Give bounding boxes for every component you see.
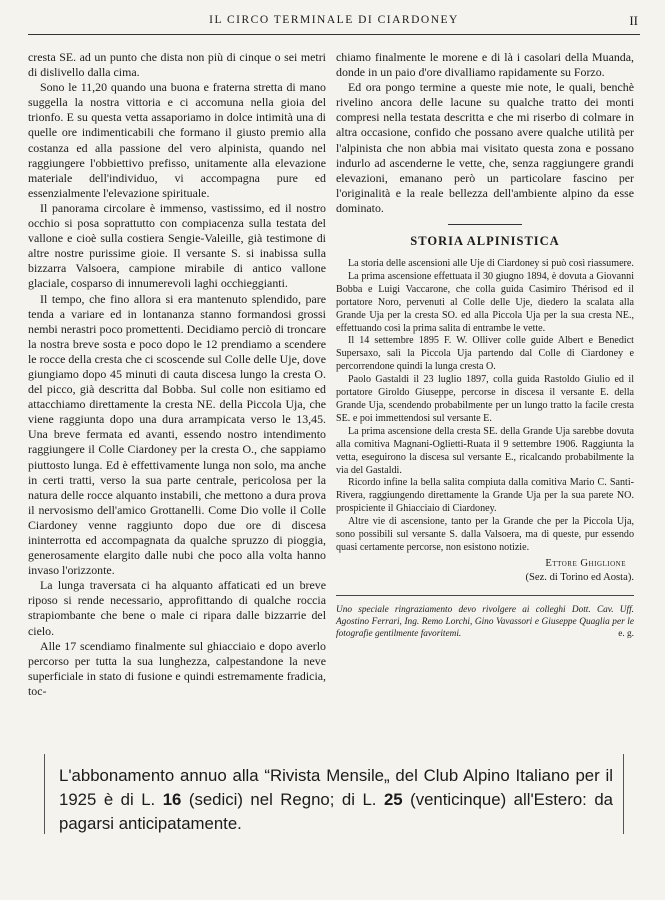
notice-price-kingdom: 16 bbox=[162, 790, 182, 809]
paragraph: Il tempo, che fino allora si era mantenuto splendido, pare tenda a variare ed in lontananza stanno formandosi grossi nembi nerastri poco promettenti. Decidiamo perciò di troncare la nostra breve sosta e poco dopo le 12 prendiamo a scendere le rocce della cresta che ci scoscende sul Colle delle Uje, dove giungiamo dopo 45 minuti di cauta discesa lungo la cresta O. del picco, già descritta dal Bobba. Sul colle non esitiamo ed attacchiamo direttamente la cresta NE. della Piccola Uja, che viene raggiunta dopo una dura arrampicata verso le 13,45. Una breve fermata ed avanti, essendo nostro intendimento raggiungere il Colle Ciardoney per la cresta O., che sappiamo piuttosto lunga. Ed è effettivamente lunga non solo, ma anche in certi tratti, verso la sua parte centrale, pericolosa per la natura delle rocce alquanto instabili, che mettono a dura prova il nervosismo dell'amico Grottanelli. Come Dio volle il Colle Ciardoney venne raggiunto dopo due ore di discesa ininterrotta ed accompagnata da qualche spruzzo di pioggia, generosamente elargito dalle nubi che poco alla volta hanno invaso l'orizzonte. bbox=[28, 291, 326, 578]
history-paragraph: Altre vie di ascensione, tanto per la Grande che per la Piccola Uja, sono possibili sul versante S. dalla Valsoera, ma di queste, pur essendo quasi certamente percorse, non esistono notizie. bbox=[336, 516, 634, 553]
section-title: STORIA ALPINISTICA bbox=[410, 234, 560, 249]
paragraph: Ed ora pongo termine a queste mie note, le quali, benchè rivelino ancora delle lacune su qualche tratto dei monti compresi nella testata descritta e che mi riserbo di colmare in altra occasione, confido che possano avere qualche utilità per l'alpinista che non abbia mai visitato questa zona e possano indurlo ad ascenderne le vette, che, senza raggiungere grandi elevazioni, emanano però un particolare fascino per l'originalità e la reale bellezza dell'ambiente alpino da esse dominato. bbox=[336, 80, 634, 215]
notice-price-abroad: 25 bbox=[383, 790, 403, 809]
author-name: Ettore Ghiglione bbox=[545, 557, 626, 569]
history-paragraph: Ricordo infine la bella salita compiuta dalla comitiva Mario C. Santi-Rivera, raggiungendo direttamente la Grande Uja per la sua parete NO. prospiciente il Ghiacciaio di Ciardoney. bbox=[336, 477, 634, 515]
history-section bbox=[336, 258, 634, 555]
notice-text-part: L'abbonamento annuo alla “Rivista Mensile„ del Club Alpino Italiano per il 1925 è di L. bbox=[59, 766, 613, 809]
acknowledgement-initials: e. g. bbox=[618, 629, 634, 640]
page-number: II bbox=[629, 13, 638, 28]
history-paragraph: La prima ascensione della cresta SE. della Grande Uja sarebbe dovuta alla comitiva Magnani-Oglietti-Ruata il 9 settembre 1906. Raggiunta la vetta, eseguirono la discesa sul versante E., ricalcando probabilmente la via del Gastaldi. bbox=[336, 425, 634, 476]
subscription-notice bbox=[44, 754, 624, 834]
footnote-divider bbox=[336, 595, 634, 596]
paragraph: Alle 17 scendiamo finalmente sul ghiacciaio e dopo averlo percorso per tutta la sua lunghezza, calpestandone la neve superficiale in stato di fusione e quindi estremamente fradicia, toc- bbox=[28, 638, 326, 698]
notice-text-part: (venticinque) all'Estero: da pagarsi anticipatamente. bbox=[59, 790, 613, 833]
author-section: (Sez. di Torino ed Aosta). bbox=[525, 571, 634, 583]
paragraph: Sono le 11,20 quando una buona e fraterna stretta di mano suggella la nostra vittoria e ci accomuna nella gioia del trionfo. E su questa vetta assaporiamo in dolce intimità una di quelle ore indimenticabili che formano il giusto premio alla costanza ed alla passione del vero alpinista, quando nel raggiungere l'obbiettivo prefisso, unitamente alla elevazione materiale dell'individuo, vi accompagna pure ed essenzialmente l'elevazione spirituale. bbox=[28, 80, 326, 200]
paragraph: cresta SE. ad un punto che dista non più di cinque o sei metri di dislivello dalla cima. bbox=[28, 50, 326, 80]
left-column bbox=[28, 50, 326, 699]
notice-text-part: (sedici) nel Regno; di L. bbox=[181, 790, 384, 809]
subscription-notice-text bbox=[59, 764, 613, 836]
history-paragraph: Il 14 settembre 1895 F. W. Olliver colle guide Albert e Benedict Supersaxo, salì la Piccola Uja partendo dal Colle di Ciardoney e percorrendone quindi la lunga cresta O. bbox=[336, 335, 634, 373]
signature-block bbox=[336, 557, 634, 585]
right-column bbox=[336, 50, 634, 641]
paragraph: Il panorama circolare è immenso, vastissimo, ed il nostro occhio si posa soprattutto con compiacenza sulla testata del vallone e cioè sulla costiera Sengie-Valeille, già testimone di altre nostre purissime gioie. Il versante S. si inabissa sulla bizzarra Valsoera, campione mirabile di antico vallone glaciale, cosparso di innumerevoli laghi occhieggianti. bbox=[28, 200, 326, 291]
running-title: IL CIRCO TERMINALE DI CIARDONEY bbox=[209, 14, 459, 26]
acknowledgement-text: Uno speciale ringraziamento devo rivolgere ai colleghi Dott. Cav. Uff. Agostino Ferrari, Ing. Remo Lorchi, Gino Vavassori e Giuseppe Quaglia per le fotografie gentilmente favoritemi. bbox=[336, 604, 634, 640]
history-paragraph: Paolo Gastaldi il 23 luglio 1897, colla guida Rastoldo Giulio ed il portatore Giroldo Giuseppe, percorse in discesa il versante E. della Grande Uja, scendendo probabilmente per un lungo tratto la facile cresta SE. e poi immettendosi sul versante E. bbox=[336, 374, 634, 424]
history-paragraph: La prima ascensione effettuata il 30 giugno 1894, è dovuta a Giovanni Bobba e Luigi Vaccarone, che colla guida Casimiro Thérisod ed il portatore Noro, pervenuti al Colle delle Uje, diedero la scalata alla Grande Uja per la cresta SO. ed alla Piccola Uja per la sua cresta NE., effettuando così la prima salita di entrambe le vette. bbox=[336, 270, 634, 334]
running-header bbox=[28, 12, 640, 35]
acknowledgement-note bbox=[336, 604, 634, 641]
history-paragraph: La storia delle ascensioni alle Uje di Ciardoney si può così riassumere. bbox=[348, 258, 634, 270]
paragraph: chiamo finalmente le morene e di là i casolari della Muanda, donde in un paio d'ore divalliamo rapidamente su Forzo. bbox=[336, 50, 634, 80]
section-divider bbox=[448, 224, 522, 225]
paragraph: La lunga traversata ci ha alquanto affaticati ed un breve riposo si rende necessario, approfittando di qualche roccia strapiombante che bene o male ci ripara dalle bizzarrie del cielo. bbox=[28, 578, 326, 638]
